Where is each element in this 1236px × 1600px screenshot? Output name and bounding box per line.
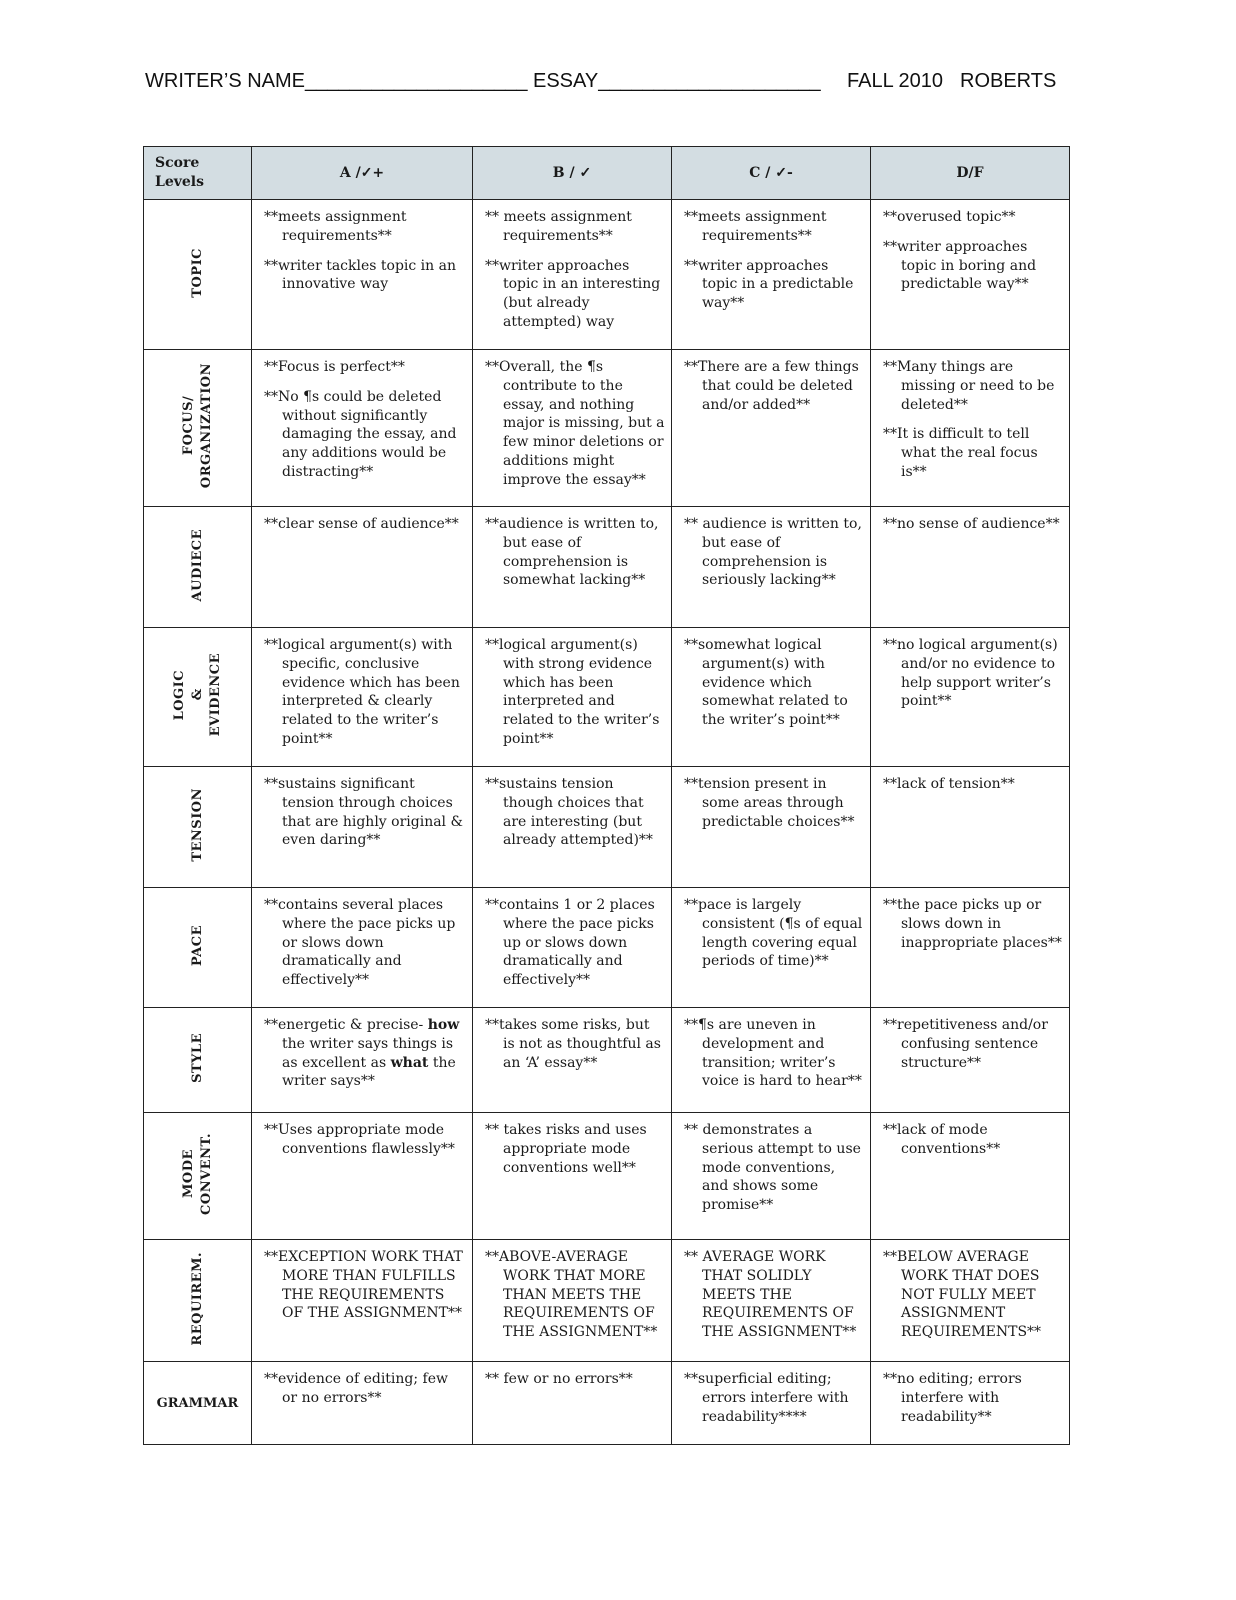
criterion-text: **¶s are uneven in development and transition; writer’s voice is hard to hear** [684, 1017, 862, 1090]
criterion-label: TOPIC [189, 247, 205, 298]
criterion-cell-df [871, 1240, 1070, 1362]
criterion-text: ** takes risks and uses appropriate mode conventions well** [485, 1122, 647, 1176]
criterion-cell-c [672, 767, 871, 888]
criterion-text: ** audience is written to, but ease of comprehension is seriously lacking** [684, 516, 862, 589]
criterion-label-cell [144, 888, 252, 1008]
criterion-cell-b [473, 1113, 672, 1240]
criterion-cell-b [473, 1240, 672, 1362]
criterion-text: **Uses appropriate mode conventions flawlessly** [264, 1122, 455, 1157]
term-label: FALL 2010 [847, 70, 944, 92]
criterion-text: **logical argument(s) with strong evidence which has been interpreted and related to the writer’s point** [485, 637, 660, 747]
rubric-row-3 [144, 628, 1070, 767]
criterion-cell-c [672, 1113, 871, 1240]
criterion-text: **There are a few things that could be deleted and/or added** [684, 359, 859, 413]
rubric-row-2 [144, 507, 1070, 628]
criterion-text: **pace is largely consistent (¶s of equal length covering equal periods of time)** [684, 897, 863, 970]
rubric-row-8 [144, 1240, 1070, 1362]
criterion-cell-a [252, 350, 473, 507]
criterion-text: **somewhat logical argument(s) with evidence which somewhat related to the writer’s point** [684, 637, 848, 729]
criterion-text: ** meets assignment requirements** [485, 209, 632, 244]
criterion-label: LOGIC & EVIDENCE [171, 653, 223, 737]
criterion-text: ** few or no errors** [485, 1371, 633, 1387]
criterion-text: **Overall, the ¶s contribute to the essay, and nothing major is missing, but a few minor deletions or additions might improve the essay** [485, 359, 665, 488]
criterion-text: **sustains tension though choices that are interesting (but already attempted)** [485, 776, 653, 849]
criterion-label-cell [144, 1113, 252, 1240]
criterion-cell-df [871, 767, 1070, 888]
criterion-text: **lack of mode conventions** [883, 1122, 1001, 1157]
rubric-row-1 [144, 350, 1070, 507]
criterion-cell-a [252, 888, 473, 1008]
criterion-text: **It is difficult to tell what the real focus is** [883, 426, 1038, 480]
criterion-cell-b [473, 200, 672, 350]
criterion-cell-b [473, 1362, 672, 1445]
criterion-label-cell [144, 200, 252, 350]
page-header [145, 70, 1075, 100]
criterion-label: AUDIECE [189, 528, 205, 602]
grade-header-a: A /✓+ [252, 147, 473, 200]
rubric-row-5 [144, 888, 1070, 1008]
criterion-cell-b [473, 628, 672, 767]
criterion-cell-b [473, 507, 672, 628]
criterion-text: **audience is written to, but ease of comprehension is somewhat lacking** [485, 516, 659, 589]
criterion-cell-df [871, 507, 1070, 628]
criterion-label: STYLE [189, 1033, 205, 1083]
rubric-row-6 [144, 1008, 1070, 1113]
criterion-label-cell [144, 507, 252, 628]
criterion-cell-c [672, 200, 871, 350]
criterion-cell-df [871, 628, 1070, 767]
criterion-text: **No ¶s could be deleted without significantly damaging the essay, and any additions would be distracting** [264, 388, 457, 480]
criterion-cell-df [871, 1362, 1070, 1445]
criterion-cell-b [473, 888, 672, 1008]
criterion-text: **writer approaches topic in an interesting (but already attempted) way [485, 257, 661, 330]
criterion-cell-c [672, 888, 871, 1008]
criterion-text: **Many things are missing or need to be deleted** [883, 359, 1055, 413]
rubric-row-4 [144, 767, 1070, 888]
criterion-cell-c [672, 628, 871, 767]
criterion-text: **repetitiveness and/or confusing sentence structure** [883, 1017, 1048, 1071]
criterion-cell-c [672, 350, 871, 507]
rubric-table [143, 146, 1070, 1445]
criterion-text: **takes some risks, but is not as thoughtful as an ‘A’ essay** [485, 1017, 661, 1071]
criterion-cell-a [252, 200, 473, 350]
criterion-cell-df [871, 350, 1070, 507]
criterion-cell-b [473, 1008, 672, 1113]
criterion-label: REQUIREM. [189, 1251, 205, 1346]
criterion-label: MODE CONVENT. [180, 1133, 214, 1215]
score-levels-header: Score Levels [144, 147, 252, 200]
criterion-cell-b [473, 350, 672, 507]
criterion-cell-c [672, 507, 871, 628]
criterion-text: **meets assignment requirements** [684, 209, 827, 244]
criterion-text: **contains 1 or 2 places where the pace picks up or slows down dramatically and effectively** [485, 897, 655, 989]
criterion-cell-df [871, 200, 1070, 350]
criterion-text: ** demonstrates a serious attempt to use mode conventions, and shows some promise** [684, 1122, 861, 1214]
essay-label: ESSAY____________________ [533, 70, 821, 92]
criterion-cell-a [252, 507, 473, 628]
criterion-cell-a [252, 628, 473, 767]
criterion-label: PACE [189, 924, 205, 967]
criterion-text: **meets assignment requirements** [264, 209, 407, 244]
criterion-text: **contains several places where the pace picks up or slows down dramatically and effectively** [264, 897, 456, 989]
criterion-cell-a [252, 1113, 473, 1240]
criterion-cell-a [252, 767, 473, 888]
criterion-text: **superficial editing; errors interfere with readability**** [684, 1371, 849, 1425]
criterion-cell-b [473, 767, 672, 888]
criterion-text: ** AVERAGE WORK THAT SOLIDLY MEETS THE REQUIREMENTS OF THE ASSIGNMENT** [684, 1249, 857, 1341]
criterion-label-cell [144, 767, 252, 888]
criterion-text: **writer tackles topic in an innovative way [264, 257, 456, 293]
criterion-label-cell [144, 1240, 252, 1362]
criterion-text: **no logical argument(s) and/or no evidence to help support writer’s point** [883, 637, 1058, 710]
criterion-text: **energetic & precise- how the writer says things is as excellent as what the writer says** [264, 1017, 460, 1090]
criterion-text: **EXCEPTION WORK THAT MORE THAN FULFILLS THE REQUIREMENTS OF THE ASSIGNMENT** [264, 1249, 463, 1322]
criterion-label-cell [144, 1362, 252, 1445]
writer-name-label: WRITER’S NAME____________________ [145, 70, 528, 92]
criterion-text: **BELOW AVERAGE WORK THAT DOES NOT FULLY MEET ASSIGNMENT REQUIREMENTS** [883, 1249, 1042, 1341]
rubric-row-7 [144, 1113, 1070, 1240]
criterion-text: **sustains significant tension through choices that are highly original & even daring** [264, 776, 463, 849]
criterion-text: **Focus is perfect** [264, 359, 405, 375]
header-row [144, 147, 1070, 200]
criterion-cell-df [871, 1008, 1070, 1113]
criterion-cell-c [672, 1240, 871, 1362]
criterion-label-cell [144, 1008, 252, 1113]
criterion-cell-c [672, 1008, 871, 1113]
criterion-text: **ABOVE-AVERAGE WORK THAT MORE THAN MEETS THE REQUIREMENTS OF THE ASSIGNMENT** [485, 1249, 658, 1341]
criterion-label-cell [144, 350, 252, 507]
criterion-text: **tension present in some areas through predictable choices** [684, 776, 855, 830]
grade-header-c: C / ✓- [672, 147, 871, 200]
rubric-row-9 [144, 1362, 1070, 1445]
grade-header-df: D/F [871, 147, 1070, 200]
criterion-text: **clear sense of audience** [264, 516, 459, 532]
criterion-label: TENSION [189, 788, 205, 862]
criterion-label: GRAMMAR [156, 1396, 239, 1411]
criterion-cell-a [252, 1008, 473, 1113]
criterion-text: **evidence of editing; few or no errors** [264, 1371, 448, 1406]
criterion-cell-c [672, 1362, 871, 1445]
criterion-label-cell [144, 628, 252, 767]
criterion-cell-df [871, 1113, 1070, 1240]
criterion-text: **no sense of audience** [883, 516, 1060, 532]
criterion-cell-a [252, 1362, 473, 1445]
criterion-text: **logical argument(s) with specific, conclusive evidence which has been interpreted & clearly related to the writer’s point** [264, 637, 460, 747]
criterion-cell-a [252, 1240, 473, 1362]
criterion-text: **writer approaches topic in a predictable way** [684, 257, 854, 312]
criterion-text: **writer approaches topic in boring and predictable way** [883, 238, 1037, 293]
instructor-label: ROBERTS [960, 70, 1057, 92]
criterion-cell-df [871, 888, 1070, 1008]
criterion-text: **the pace picks up or slows down in inappropriate places** [883, 897, 1062, 951]
criterion-text: **lack of tension** [883, 776, 1015, 792]
criterion-label: FOCUS/ ORGANIZATION [180, 363, 214, 489]
criterion-text: **overused topic** [883, 209, 1016, 225]
criterion-text: **no editing; errors interfere with readability** [883, 1371, 1022, 1425]
rubric-row-0 [144, 200, 1070, 350]
grade-header-b: B / ✓ [473, 147, 672, 200]
